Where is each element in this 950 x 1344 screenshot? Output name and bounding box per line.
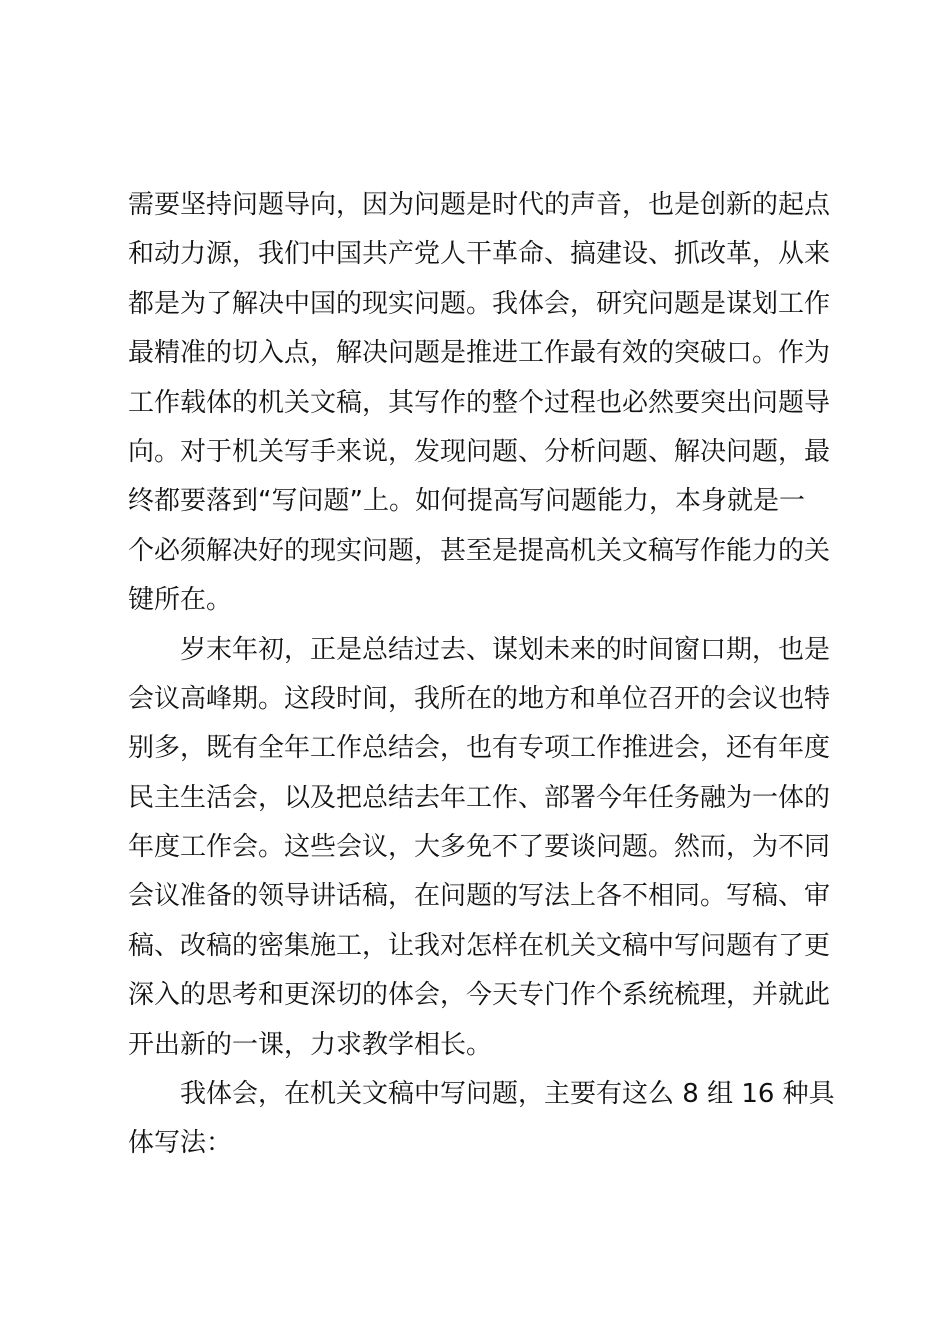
text-line: 开出新的一课，力求教学相长。 xyxy=(128,1029,493,1060)
paragraph-3 xyxy=(128,1070,838,1169)
text-line: 民主生活会，以及把总结去年工作、部署今年任务融为一体的 xyxy=(128,782,831,813)
text-line: 最精准的切入点，解决问题是推进工作最有效的突破口。作为 xyxy=(128,338,831,369)
text-line: 深入的思考和更深切的体会，今天专门作个系统梳理，并就此 xyxy=(128,980,831,1011)
text-line: 都是为了解决中国的现实问题。我体会，研究问题是谋划工作 xyxy=(128,288,831,319)
text-line: 会议准备的领导讲话稿，在问题的写法上各不相同。写稿、审 xyxy=(128,881,831,912)
text-line: 个必须解决好的现实问题，甚至是提高机关文稿写作能力的关 xyxy=(128,535,831,566)
text-line: 终都要落到“写问题”上。如何提高写问题能力，本身就是一 xyxy=(128,486,805,517)
text-line: 需要坚持问题导向，因为问题是时代的声音，也是创新的起点 xyxy=(128,190,831,220)
paragraph-2 xyxy=(128,626,838,1071)
text-line: 键所在。 xyxy=(128,585,233,616)
paragraph-1 xyxy=(128,181,838,626)
text-line: 我体会，在机关文稿中写问题，主要有这么 8 组 16 种具 xyxy=(180,1079,835,1110)
text-line: 岁末年初，正是总结过去、谋划未来的时间窗口期，也是 xyxy=(180,634,831,665)
text-line: 向。对于机关写手来说，发现问题、分析问题、解决问题，最 xyxy=(128,436,831,467)
text-line: 别多，既有全年工作总结会，也有专项工作推进会，还有年度 xyxy=(128,733,831,764)
text-line: 稿、改稿的密集施工，让我对怎样在机关文稿中写问题有了更 xyxy=(128,930,831,961)
text-line: 工作载体的机关文稿，其写作的整个过程也必然要突出问题导 xyxy=(128,387,831,418)
text-line: 体写法： xyxy=(128,1128,233,1159)
text-line: 和动力源，我们中国共产党人干革命、搞建设、抓改革，从来 xyxy=(128,239,831,270)
text-line: 年度工作会。这些会议，大多免不了要谈问题。然而，为不同 xyxy=(128,832,831,863)
document-body xyxy=(128,181,838,1169)
text-line: 会议高峰期。这段时间，我所在的地方和单位召开的会议也特 xyxy=(128,683,831,714)
